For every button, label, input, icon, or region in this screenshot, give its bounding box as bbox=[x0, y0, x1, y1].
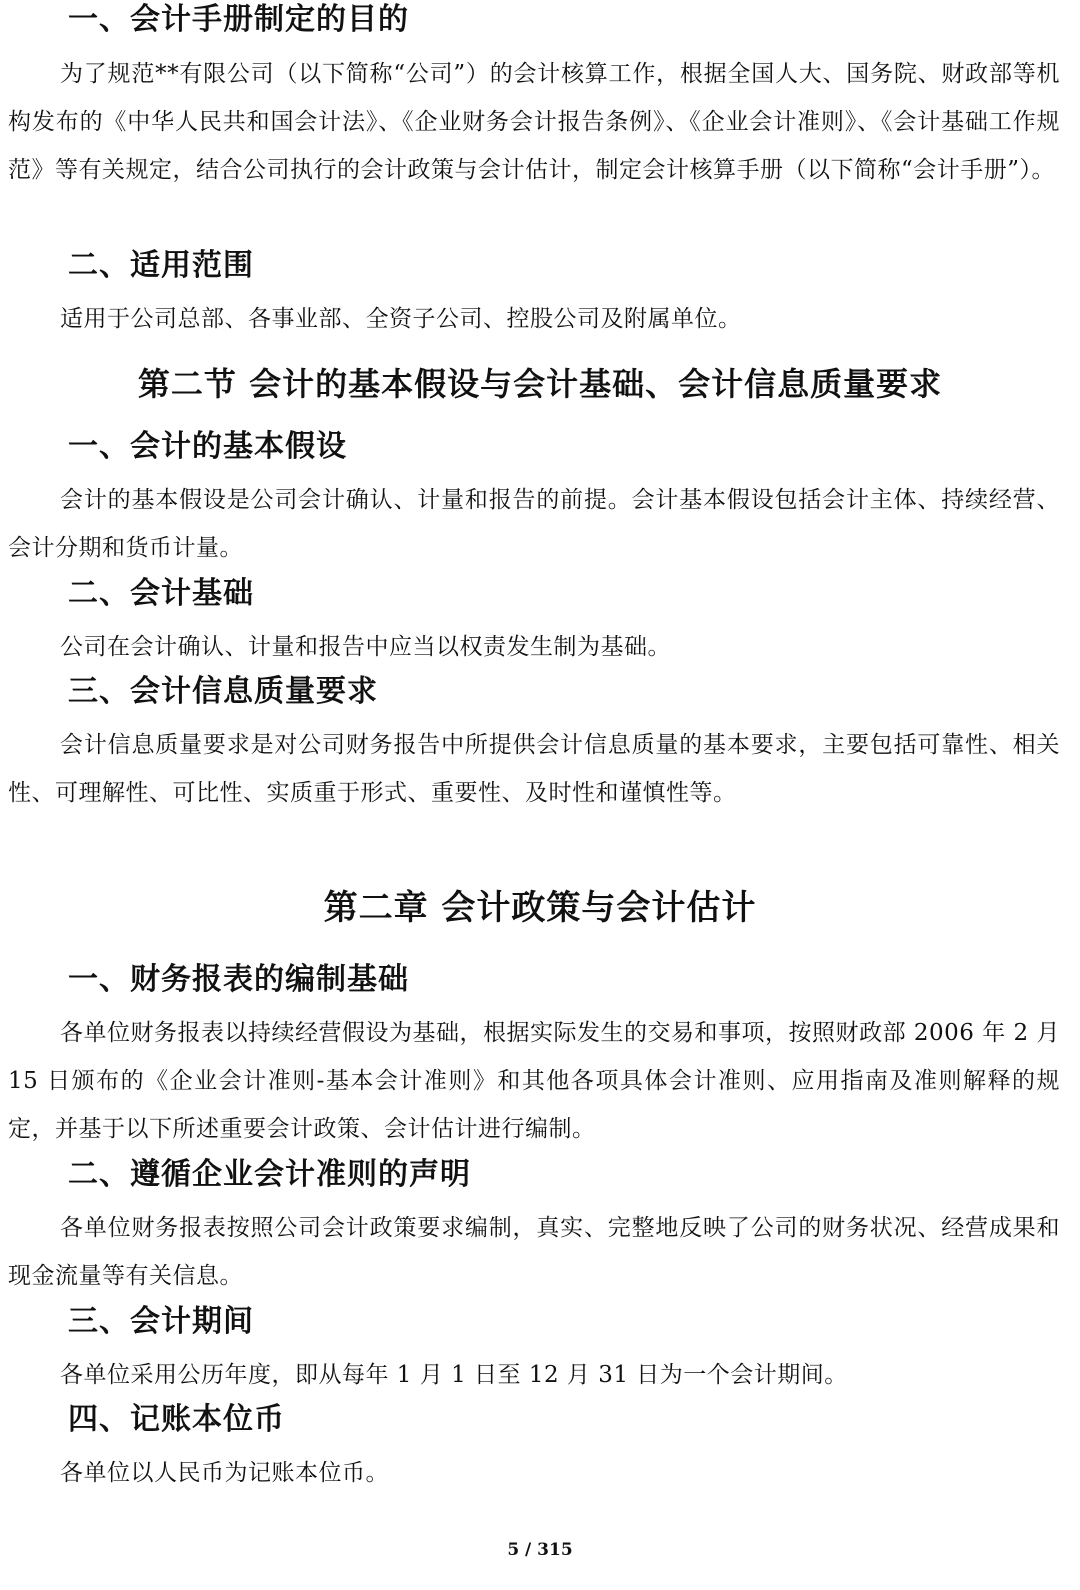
heading-scope: 二、适用范围 bbox=[68, 248, 254, 283]
paragraph-compliance-statement: 各单位财务报表按照公司会计政策要求编制，真实、完整地反映了公司的财务状况、经营成果和现金流量等有关信息。 bbox=[8, 1215, 1060, 1289]
page-number: 5 / 315 bbox=[507, 1540, 573, 1560]
paragraph-information-quality: 会计信息质量要求是对公司财务报告中所提供会计信息质量的基本要求，主要包括可靠性、相关性、可理解性、可比性、实质重于形式、重要性、及时性和谨慎性等。 bbox=[8, 732, 1060, 806]
heading-functional-currency: 四、记账本位币 bbox=[68, 1402, 285, 1437]
paragraph-preparation-basis: 各单位财务报表以持续经营假设为基础，根据实际发生的交易和事项，按照财政部 2006 年 2 月 15 日颁布的《企业会计准则-基本会计准则》和其他各项具体会计准则、应用指南及准则解释的规定，并基于以下所述重要会计政策、会计估计进行编制。 bbox=[8, 1020, 1060, 1142]
section-title-basic-assumptions: 第二节 会计的基本假设与会计基础、会计信息质量要求 bbox=[137, 365, 943, 403]
heading-basic-assumptions: 一、会计的基本假设 bbox=[68, 429, 347, 464]
heading-accounting-period: 三、会计期间 bbox=[68, 1304, 254, 1339]
chapter-title-policies-estimates: 第二章 会计政策与会计估计 bbox=[323, 888, 757, 928]
paragraph-accounting-period: 各单位采用公历年度，即从每年 1 月 1 日至 12 月 31 日为一个会计期间。 bbox=[60, 1362, 848, 1388]
paragraph-basic-assumptions: 会计的基本假设是公司会计确认、计量和报告的前提。会计基本假设包括会计主体、持续经营、会计分期和货币计量。 bbox=[8, 487, 1060, 561]
heading-preparation-basis: 一、财务报表的编制基础 bbox=[68, 962, 409, 997]
paragraph-manual-purpose: 为了规范**有限公司（以下简称“公司”）的会计核算工作，根据全国人大、国务院、财政部等机构发布的《中华人民共和国会计法》、《企业财务会计报告条例》、《企业会计准则》、《会计基础工作规范》等有关规定，结合公司执行的会计政策与会计估计，制定会计核算手册（以下简称“会计手册”）。 bbox=[8, 61, 1060, 183]
heading-manual-purpose: 一、会计手册制定的目的 bbox=[68, 2, 409, 37]
paragraph-accounting-basis: 公司在会计确认、计量和报告中应当以权责发生制为基础。 bbox=[60, 634, 671, 660]
heading-accounting-basis: 二、会计基础 bbox=[68, 576, 254, 611]
paragraph-scope: 适用于公司总部、各事业部、全资子公司、控股公司及附属单位。 bbox=[60, 306, 742, 332]
paragraph-functional-currency: 各单位以人民币为记账本位币。 bbox=[60, 1460, 389, 1486]
heading-compliance-statement: 二、遵循企业会计准则的声明 bbox=[68, 1157, 471, 1192]
heading-information-quality: 三、会计信息质量要求 bbox=[68, 674, 378, 709]
